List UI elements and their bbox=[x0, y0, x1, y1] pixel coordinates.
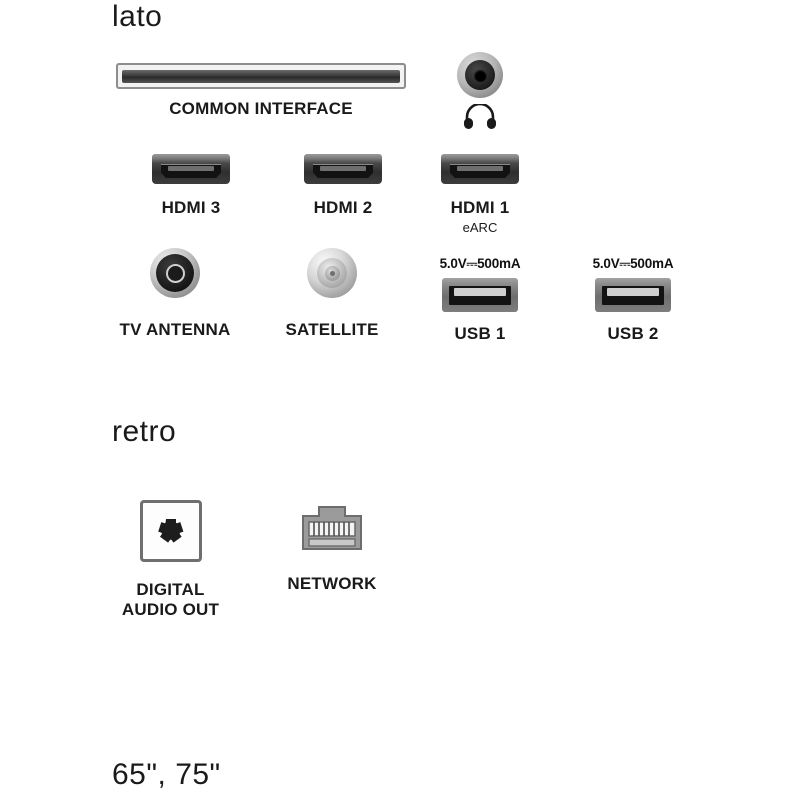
ci-slot-icon bbox=[116, 63, 406, 89]
port-tv-antenna bbox=[110, 248, 240, 340]
headphone-icon bbox=[463, 104, 497, 134]
port-label-satellite: SATELLITE bbox=[285, 320, 379, 339]
port-label-network: NETWORK bbox=[287, 574, 377, 593]
port-label-hdmi-1: HDMI 1 bbox=[450, 198, 510, 217]
port-network bbox=[272, 500, 392, 594]
port-label-digital-audio-out-line1: DIGITAL bbox=[136, 580, 205, 599]
port-label-common-interface: COMMON INTERFACE bbox=[169, 99, 353, 118]
port-hdmi-1 bbox=[425, 152, 535, 235]
port-headphone bbox=[438, 52, 522, 134]
port-label-usb-2: USB 2 bbox=[607, 324, 659, 343]
port-sublabel-hdmi-1-earc: eARC bbox=[462, 219, 498, 235]
port-usb-1 bbox=[415, 256, 545, 344]
section-title-back: retro bbox=[112, 415, 177, 448]
section-title-side: lato bbox=[112, 0, 163, 33]
port-usb-2 bbox=[568, 256, 698, 344]
port-label-usb-1: USB 1 bbox=[454, 324, 506, 343]
satellite-f-connector-icon bbox=[307, 248, 357, 298]
usb-1-power-rating: 5.0V⎓500mA bbox=[439, 256, 521, 271]
port-label-digital-audio-out-line2: AUDIO OUT bbox=[121, 599, 220, 619]
port-label-hdmi-3: HDMI 3 bbox=[161, 198, 221, 217]
port-common-interface bbox=[112, 63, 410, 119]
usb-port-icon bbox=[595, 278, 671, 312]
coaxial-antenna-icon bbox=[150, 248, 200, 298]
hdmi-port-icon bbox=[152, 152, 230, 186]
port-hdmi-2 bbox=[288, 152, 398, 218]
headphone-jack-icon bbox=[457, 52, 503, 98]
usb-port-icon bbox=[442, 278, 518, 312]
footer-screen-sizes: 65", 75" bbox=[112, 758, 221, 791]
optical-toslink-icon bbox=[140, 500, 202, 562]
port-hdmi-3 bbox=[136, 152, 246, 218]
port-label-hdmi-2: HDMI 2 bbox=[313, 198, 373, 217]
port-label-tv-antenna: TV ANTENNA bbox=[119, 320, 231, 339]
hdmi-port-icon bbox=[304, 152, 382, 186]
usb-2-power-rating: 5.0V⎓500mA bbox=[592, 256, 674, 271]
hdmi-port-icon bbox=[441, 152, 519, 186]
rj45-ethernet-icon bbox=[300, 500, 364, 552]
port-satellite bbox=[272, 248, 392, 340]
port-digital-audio-out bbox=[108, 500, 233, 619]
